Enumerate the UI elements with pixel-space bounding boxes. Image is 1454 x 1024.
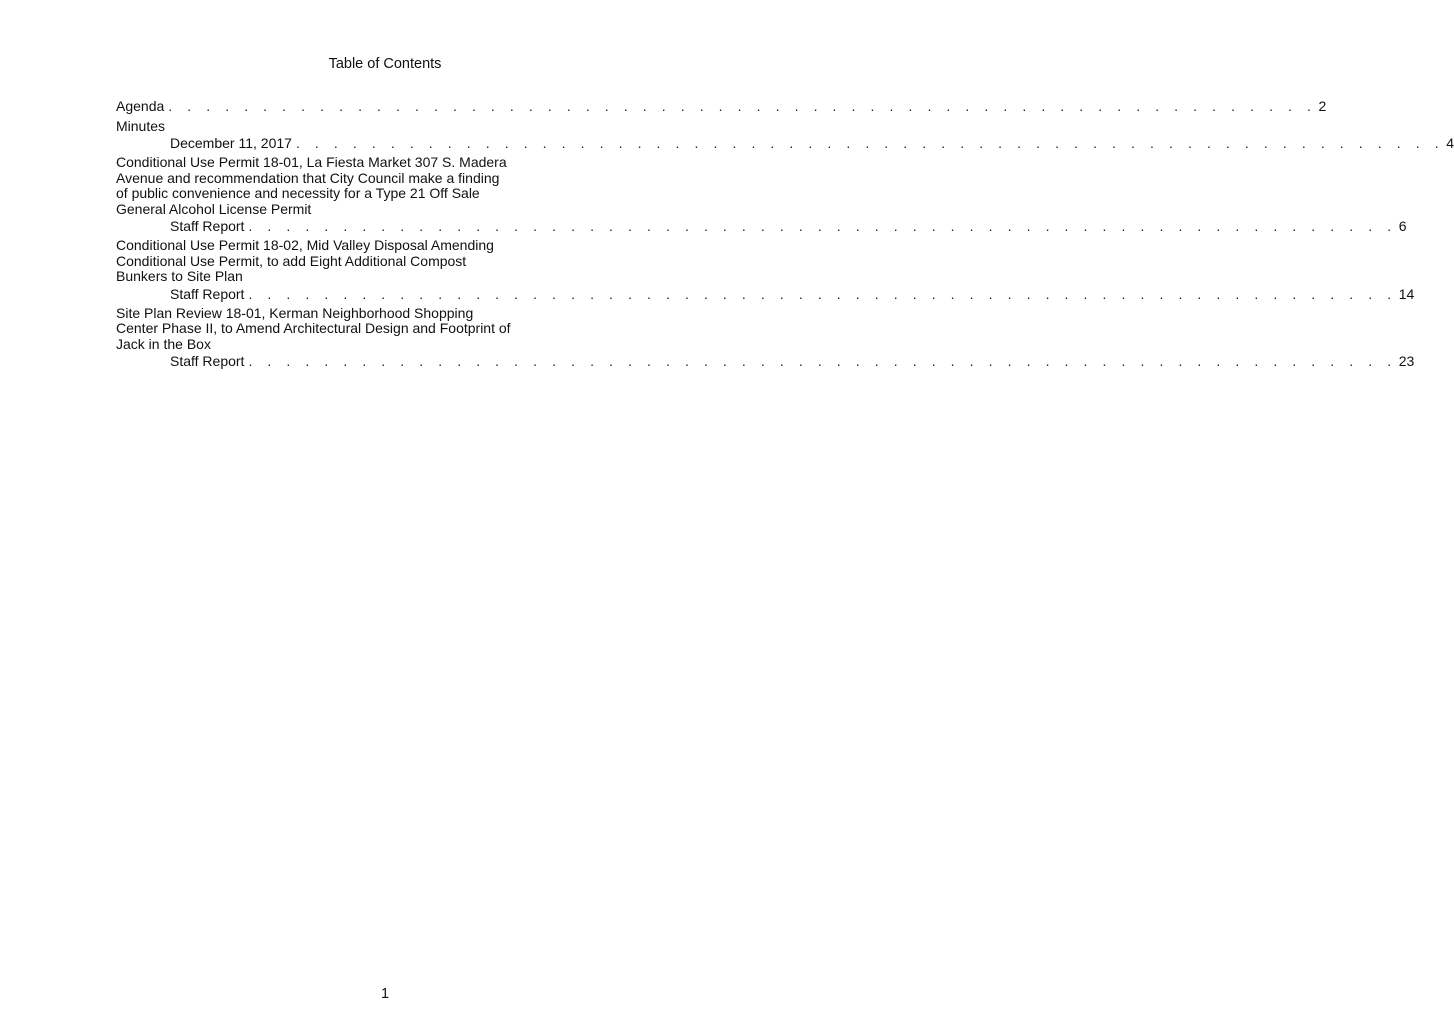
toc-entry-minutes [116, 118, 1454, 152]
toc-subentry-staff-report[interactable] [116, 217, 1407, 235]
table-of-contents [116, 97, 1454, 370]
toc-subentry-staff-report[interactable] [116, 352, 1415, 370]
toc-entry-label: Staff Report [170, 353, 245, 369]
toc-entry-heading-line: Jack in the Box [116, 335, 211, 352]
toc-entry-cup-18-01 [116, 154, 1407, 235]
toc-entry-heading-line: Conditional Use Permit, to add Eight Additional Compost [116, 252, 467, 269]
page-title: Table of Contents [328, 56, 442, 72]
toc-page-number: 14 [1398, 285, 1415, 302]
dot-leader: . . . . . . . . . . . . . . . . . . . . . . . . . . . . . . . . . . . . . . . . . . . . . . . . . . . . . . . . . . . . . [168, 98, 1317, 114]
toc-page-number: 6 [1398, 218, 1407, 234]
dot-leader: . . . . . . . . . . . . . . . . . . . . . . . . . . . . . . . . . . . . . . . . . . . . . . . . . . . . . . . . . . . . . [295, 135, 1445, 151]
dot-leader: . . . . . . . . . . . . . . . . . . . . . . . . . . . . . . . . . . . . . . . . . . . . . . . . . . . . . . . . . . . . . [248, 353, 1397, 369]
toc-entry-heading: Minutes [116, 118, 166, 134]
toc-entry-heading-line: Avenue and recommendation that City Council make a finding [116, 169, 500, 186]
toc-entry-heading-line: Bunkers to Site Plan [116, 268, 243, 284]
toc-entry-label: Staff Report [170, 285, 245, 302]
toc-subentry-staff-report[interactable] [116, 285, 1415, 303]
page-number: 1 [380, 986, 390, 1002]
toc-entry-cup-18-02 [116, 237, 1415, 303]
toc-page-number: 23 [1398, 353, 1415, 369]
toc-entry-heading-line: Center Phase II, to Amend Architectural Design and Footprint of [116, 320, 511, 336]
toc-entry-heading-line: Conditional Use Permit 18-01, La Fiesta Market 307 S. Madera [116, 154, 507, 170]
toc-page-number: 2 [1318, 98, 1327, 114]
toc-entry-heading-line: Conditional Use Permit 18-02, Mid Valley Disposal Amending [116, 237, 494, 253]
toc-entry-label: December 11, 2017 [170, 135, 292, 151]
dot-leader: . . . . . . . . . . . . . . . . . . . . . . . . . . . . . . . . . . . . . . . . . . . . . . . . . . . . . . . . . . . . . [248, 285, 1397, 302]
dot-leader: . . . . . . . . . . . . . . . . . . . . . . . . . . . . . . . . . . . . . . . . . . . . . . . . . . . . . . . . . . . . . [248, 218, 1397, 234]
toc-entry-label: Staff Report [170, 218, 245, 234]
toc-subentry-december-11-2017[interactable] [116, 134, 1454, 152]
toc-page-number: 4 [1446, 135, 1454, 151]
toc-entry-heading-line: Site Plan Review 18-01, Kerman Neighborhood Shopping [116, 304, 474, 321]
toc-entry-heading-line: of public convenience and necessity for a Type 21 Off Sale [116, 185, 480, 201]
toc-entry-agenda[interactable] [116, 97, 1327, 115]
toc-entry-spr-18-01 [116, 304, 1415, 371]
toc-entry-heading-line: General Alcohol License Permit [116, 200, 312, 217]
toc-entry-label: Agenda [116, 98, 165, 114]
